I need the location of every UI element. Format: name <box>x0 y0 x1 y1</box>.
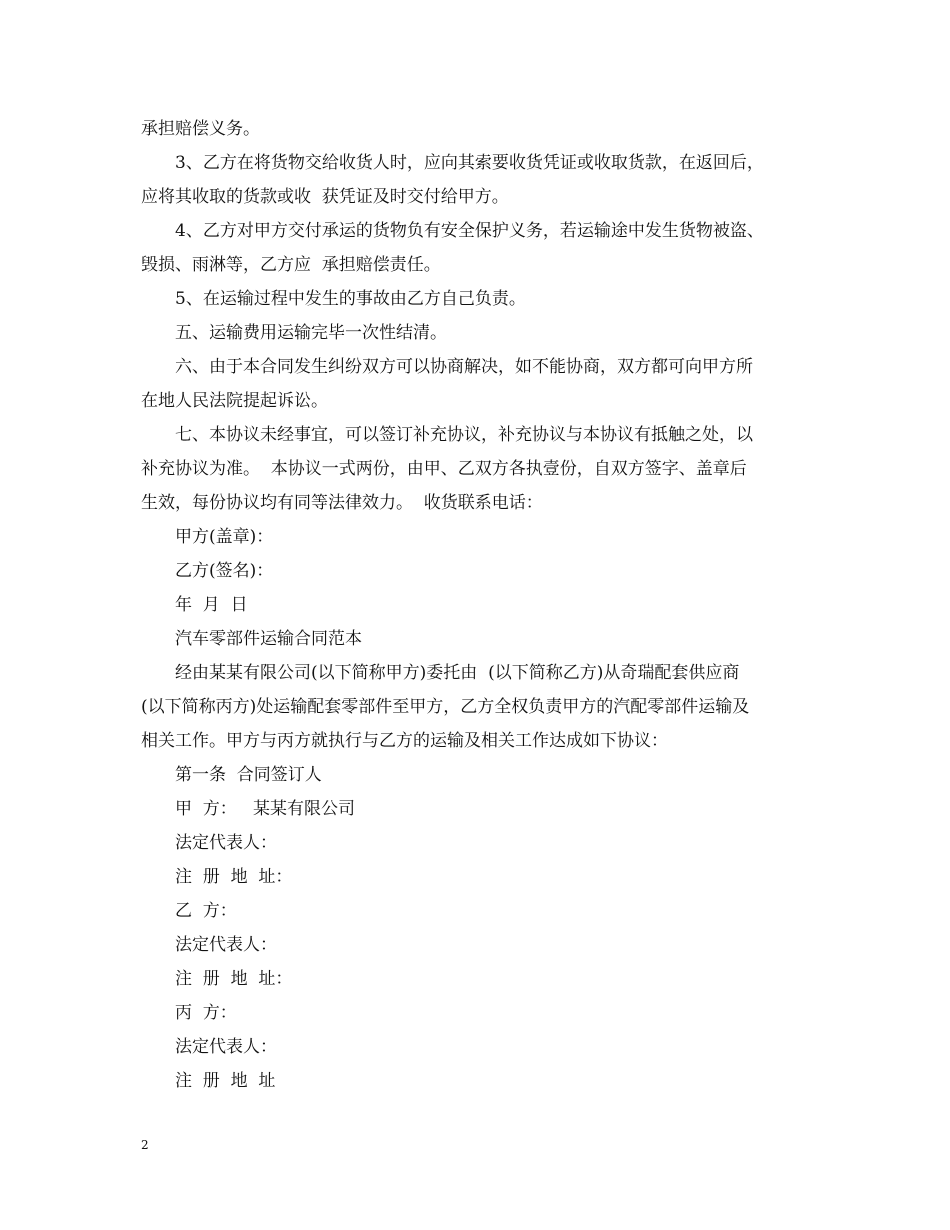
text-line: 法定代表人： <box>175 833 277 853</box>
text-line: 生效，每份协议均有同等法律效力。 收货联系电话： <box>141 493 543 513</box>
text-line: 甲 方： 某某有限公司 <box>175 799 356 819</box>
text-line: 4、乙方对甲方交付承运的货物负有安全保护义务，若运输途中发生货物被盗、 <box>175 221 764 241</box>
text-line: 七、本协议未经事宜，可以签订补充协议，补充协议与本协议有抵触之处，以 <box>175 425 753 445</box>
text-line: 法定代表人： <box>175 935 277 955</box>
text-line: 五、运输费用运输完毕一次性结清。 <box>175 323 447 343</box>
text-line: 注 册 地 址 <box>175 1071 276 1091</box>
text-line: 丙 方： <box>175 1003 237 1023</box>
text-line: 汽车零部件运输合同范本 <box>175 629 362 649</box>
document-body <box>141 112 831 1098</box>
text-line: 相关工作。甲方与丙方就执行与乙方的运输及相关工作达成如下协议： <box>141 731 668 751</box>
text-line: 注 册 地 址： <box>175 969 293 989</box>
text-line: 第一条 合同签订人 <box>175 765 322 785</box>
text-line: 乙方(签名)： <box>175 561 274 581</box>
text-line: 法定代表人： <box>175 1037 277 1057</box>
text-line: 补充协议为准。 本协议一式两份，由甲、乙双方各执壹份，自双方签字、盖章后 <box>141 459 747 479</box>
text-line: 3、乙方在将货物交给收货人时，应向其索要收货凭证或收取货款，在返回后， <box>175 153 764 173</box>
text-line: 六、由于本合同发生纠纷双方可以协商解决，如不能协商，双方都可向甲方所 <box>175 357 753 377</box>
text-line: 应将其收取的货款或收 获凭证及时交付给甲方。 <box>141 187 509 207</box>
text-line: 乙 方： <box>175 901 237 921</box>
text-line: 年 月 日 <box>175 595 248 615</box>
text-line: 毁损、雨淋等，乙方应 承担赔偿责任。 <box>141 255 441 275</box>
text-line: (以下简称丙方)处运输配套零部件至甲方，乙方全权负责甲方的汽配零部件运输及 <box>141 697 750 717</box>
text-line: 注 册 地 址： <box>175 867 293 887</box>
text-line: 甲方(盖章)： <box>175 527 274 547</box>
text-line: 经由某某有限公司(以下简称甲方)委托由 (以下简称乙方)从奇瑞配套供应商 <box>175 663 740 683</box>
text-line: 在地人民法院提起诉讼。 <box>141 391 328 411</box>
text-line: 承担赔偿义务。 <box>141 119 260 139</box>
text-line: 5、在运输过程中发生的事故由乙方自己负责。 <box>175 289 526 309</box>
page-number: 2 <box>141 1138 149 1152</box>
